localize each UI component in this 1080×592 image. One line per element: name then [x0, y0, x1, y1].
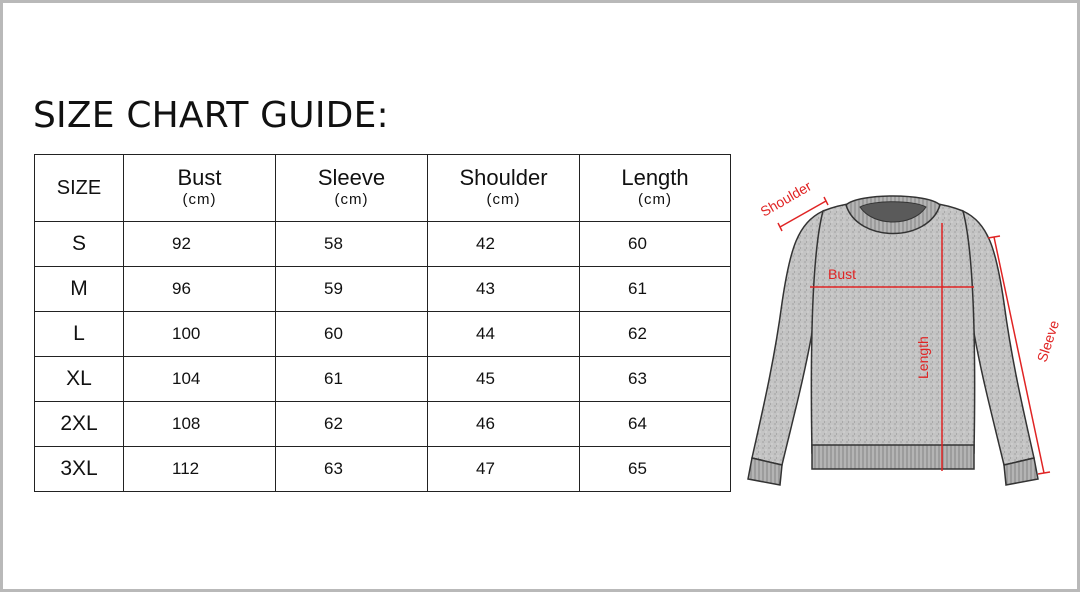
table-row	[35, 447, 731, 492]
hem-rib	[812, 445, 974, 469]
length-column-header	[580, 155, 731, 222]
sleeve-cell: 63	[276, 447, 428, 492]
sleeve-label: Sleeve	[1033, 318, 1063, 364]
column-unit: (cm)	[638, 191, 672, 208]
sleeve-cell: 59	[276, 267, 428, 312]
shoulder-cell: 42	[428, 222, 580, 267]
length-cell: 60	[580, 222, 731, 267]
shoulder-cell: 43	[428, 267, 580, 312]
shoulder-cell: 46	[428, 402, 580, 447]
sweater-body	[811, 201, 974, 453]
table-row	[35, 402, 731, 447]
sleeve-cell: 61	[276, 357, 428, 402]
column-unit: (cm)	[334, 191, 369, 208]
size-table	[34, 154, 731, 492]
column-unit: (cm)	[182, 191, 217, 208]
bust-label: Bust	[828, 266, 857, 282]
length-cell: 62	[580, 312, 731, 357]
sleeve-line-cap	[988, 236, 1000, 238]
page-title: SIZE CHART GUIDE:	[33, 95, 389, 136]
shoulder-cell: 47	[428, 447, 580, 492]
table-row	[35, 222, 731, 267]
sweater-measurement-diagram	[738, 153, 1068, 493]
column-name: Shoulder	[459, 165, 548, 190]
length-cell: 61	[580, 267, 731, 312]
table-row	[35, 312, 731, 357]
size-cell: 3XL	[35, 447, 124, 492]
bust-cell: 92	[124, 222, 276, 267]
bust-cell: 96	[124, 267, 276, 312]
table-row	[35, 357, 731, 402]
sleeve-line-cap	[1038, 472, 1050, 474]
bust-cell: 108	[124, 402, 276, 447]
sleeve-cell: 62	[276, 402, 428, 447]
length-cell: 63	[580, 357, 731, 402]
column-name: Bust	[177, 165, 222, 190]
shoulder-column-header	[428, 155, 580, 222]
table-row	[35, 267, 731, 312]
length-cell: 64	[580, 402, 731, 447]
bust-cell: 100	[124, 312, 276, 357]
sleeve-cell: 58	[276, 222, 428, 267]
column-unit: (cm)	[486, 191, 521, 208]
bust-column-header	[124, 155, 276, 222]
size-cell: XL	[35, 357, 124, 402]
sleeve-cell: 60	[276, 312, 428, 357]
sleeve-column-header	[276, 155, 428, 222]
shoulder-label: Shoulder	[757, 177, 815, 220]
size-cell: M	[35, 267, 124, 312]
length-label: Length	[915, 336, 931, 379]
size-cell: 2XL	[35, 402, 124, 447]
column-name: Sleeve	[317, 165, 386, 190]
size-cell: S	[35, 222, 124, 267]
bust-cell: 112	[124, 447, 276, 492]
shoulder-cell: 45	[428, 357, 580, 402]
table-header-row	[35, 155, 731, 222]
column-name: Length	[621, 165, 689, 190]
size-column-header: SIZE	[35, 155, 124, 222]
bust-cell: 104	[124, 357, 276, 402]
size-cell: L	[35, 312, 124, 357]
length-cell: 65	[580, 447, 731, 492]
shoulder-cell: 44	[428, 312, 580, 357]
